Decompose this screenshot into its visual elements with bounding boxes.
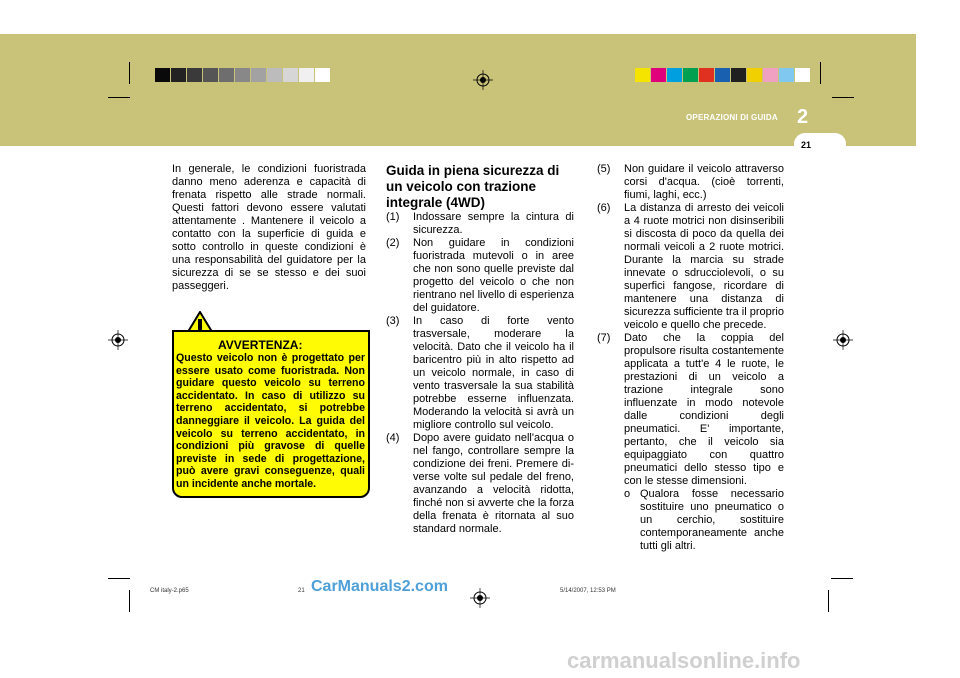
list-item: (7) Dato che la coppia del propulsore risulta costantemente applicata a tutt'e 4 le ruote, le prestazioni di un veicolo a trazione integrale sono influenzate in modo notevole dalle condizioni degli pneumatici. E' importante, pertanto, che il veicolo sia equipaggiato con quattro pneumatici dello stesso tipo e con le stesse dimensioni. o Qualora fosse necessario sostituire uno pneumatico o un cerchio, sostituire contemporaneamente anche tutti gli altri.: [597, 332, 784, 552]
header-band: [0, 34, 916, 146]
color-swatch: [219, 68, 234, 82]
color-swatch: [155, 68, 170, 82]
color-swatch: [171, 68, 186, 82]
list-item: (1) Indossare sempre la cintura di sicurezza.: [386, 211, 574, 236]
color-swatch: [699, 68, 714, 82]
color-calibration-strip-right: [635, 68, 811, 82]
registration-mark-icon: [108, 330, 128, 350]
color-swatch: [203, 68, 218, 82]
registration-mark-icon: [833, 330, 853, 350]
sub-list-item: o Qualora fosse necessario sostituire uno pneumatico o un cerchio, sostituire contemporaneamente anche tutti gli altri.: [624, 488, 784, 552]
color-swatch: [683, 68, 698, 82]
color-swatch: [251, 68, 266, 82]
left-column: [172, 163, 366, 293]
color-swatch: [715, 68, 730, 82]
list-item: (4) Dopo avere guidato nell'acqua o nel fango, controllare sempre la condizione dei freni. Premere di-verse volte sul pedale del freno, avanzando a velocità ridotta, finché non si avverte che la forza della frenata è ritornata al suo standard normale.: [386, 432, 574, 535]
registration-mark-icon: [473, 70, 493, 90]
page-number: 21: [801, 140, 812, 150]
color-calibration-strip-left: [155, 68, 331, 82]
color-swatch: [635, 68, 650, 82]
middle-column: [386, 163, 574, 536]
warning-title: AVVERTENZA:: [218, 338, 303, 352]
chapter-label: OPERAZIONI DI GUIDA: [686, 113, 778, 122]
color-swatch: [763, 68, 778, 82]
color-swatch: [235, 68, 250, 82]
color-swatch: [667, 68, 682, 82]
list-item: (2) Non guidare in condizioni fuoristrada mutevoli o in aree che non sono quelle previste dal progetto del veicolo o che non rientrano nel livello di esperienza del guidatore.: [386, 237, 574, 314]
color-swatch: [187, 68, 202, 82]
section-heading: Guida in piena sicurezza di un veicolo con trazione integrale (4WD): [386, 163, 560, 210]
list-item: (6) La distanza di arresto dei veicoli a 4 ruote motrici non disinseribili si discosta di poco da quella dei normali veicoli a 2 ruote motrici. Durante la marcia su strade innevate o sdrucciolevoli, o su superfici fangose, ricordare di mantenere una distanza di sicurezza sufficiente tra il proprio veicolo e quello che precede.: [597, 202, 784, 331]
watermark-bottom: carmanualsonline.info: [567, 648, 801, 673]
color-swatch: [267, 68, 282, 82]
color-swatch: [747, 68, 762, 82]
color-swatch: [731, 68, 746, 82]
color-swatch: [651, 68, 666, 82]
footer-page: 21: [298, 588, 305, 594]
color-swatch: [779, 68, 794, 82]
intro-paragraph: In generale, le condizioni fuoristrada danno meno aderenza e capacità di frenata rispetto alle strade normali. Questi fattori devono essere valutati attentamente . Mantenere il veicolo a contatto con la superficie di guida e sotto controllo in queste condizioni è una responsabilità del guidatore per la sicurezza di se se stesso e dei suoi passeggeri.: [172, 163, 366, 292]
watermark-link[interactable]: CarManuals2.com: [311, 578, 448, 595]
color-swatch: [795, 68, 810, 82]
chapter-number: 2: [797, 106, 809, 128]
color-swatch: [283, 68, 298, 82]
color-swatch: [315, 68, 330, 82]
warning-box: [172, 330, 370, 498]
registration-mark-icon: [470, 588, 490, 608]
color-swatch: [299, 68, 314, 82]
list-item: (5) Non guidare il veicolo attraverso corsi d'acqua. (cioè torrenti, fiumi, laghi, ecc.): [597, 163, 784, 201]
footer-timestamp: 5/14/2007, 12:53 PM: [560, 588, 616, 594]
warning-text: Questo veicolo non è progettato per essere usato come fuoristrada. Non guidare questo veicolo su terreno accidentato. In caso di utilizzo su terreno accidentato, si potrebbe danneggiare il veicolo. La guida del veicolo su terreno accidentato, in condizioni più gravose di quelle previste in sede di progettazione, può avere gravi conseguenze, quali un incidente anche mortale.: [176, 352, 365, 490]
list-item: (3) In caso di forte vento trasversale, moderare la velocità. Dato che il veicolo ha il baricentro più in alto rispetto ad un veicolo normale, in caso di vento trasversale la sua stabilità potrebbe esserne influenzata. Moderando la velocità si avrà un migliore controllo sul veicolo.: [386, 315, 574, 431]
footer-filename: CM italy-2.p65: [150, 588, 189, 594]
right-column: [597, 163, 784, 553]
